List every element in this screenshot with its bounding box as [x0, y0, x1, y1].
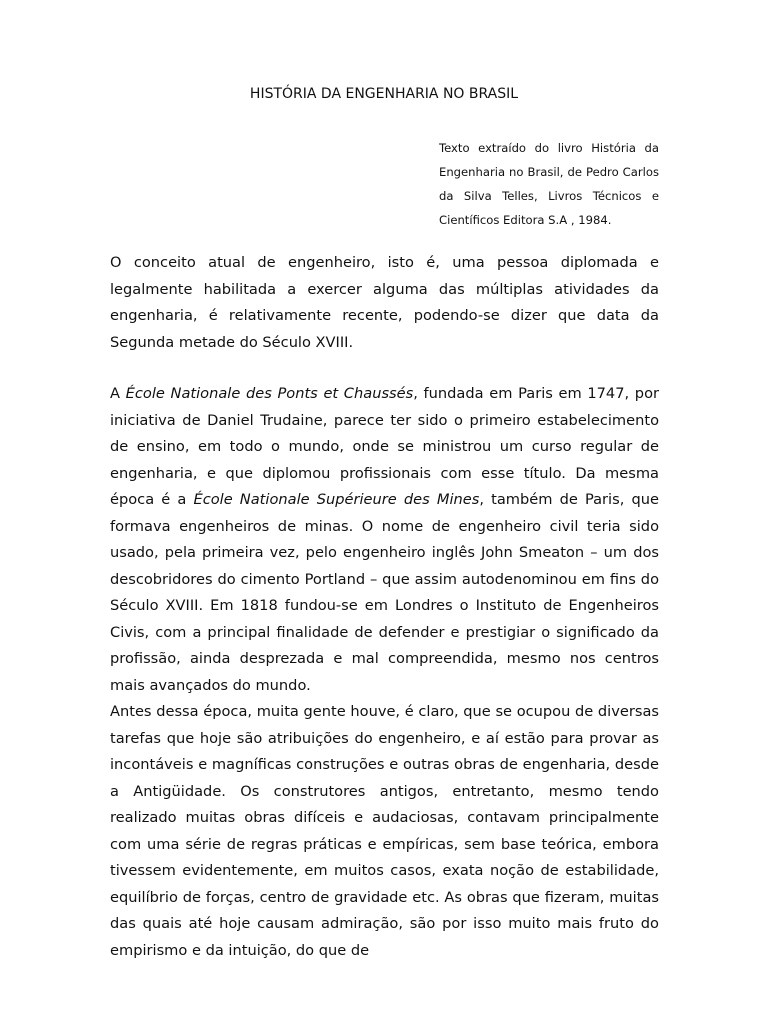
source-note: Texto extraído do livro História da Engenharia no Brasil, de Pedro Carlos da Silva Telles, Livros Técnicos e Científicos Editora S.A , 1984.	[439, 141, 659, 227]
document-title: HISTÓRIA DA ENGENHARIA NO BRASIL	[249, 86, 519, 102]
paragraph-2-text-b: , fundada em Paris em 1747, por iniciativa de Daniel Trudaine, parece ter sido o primeiro estabelecimento de ensino, em todo o mundo, onde se ministrou um curso regular de engenharia, e que diplomou profissionais com esse título. Da mesma época é a	[110, 385, 659, 508]
paragraph-3: Antes dessa época, muita gente houve, é claro, que se ocupou de diversas tarefas que hoje são atribuições do engenheiro, e aí estão para provar as incontáveis e magníficas construções e outras obras de engenharia, desde a Antigüidade. Os construtores antigos, entretanto, mesmo tendo realizado muitas obras difíceis e audaciosas, contavam principalmente com uma série de regras práticas e empíricas, sem base teórica, embora tivessem evidentemente, em muitos casos, exata noção de estabilidade, equilíbrio de forças, centro de gravidade etc. As obras que fizeram, muitas das quais até hoje causam admiração, são por isso muito mais fruto do empirismo e da intuição, do que de	[110, 703, 659, 959]
school-name-ponts: École Nationale des Ponts et Chaussés	[125, 385, 414, 402]
paragraph-2-text-c: , também de Paris, que formava engenheiros de minas. O nome de engenheiro civil teria sido usado, pela primeira vez, pelo engenheiro inglês John Smeaton – um dos descobridores do cimento Portland – que assim autodenominou em fins do Século XVIII. Em 1818 fundou-se em Londres o Instituto de Engenheiros Civis, com a principal finalidade de defender e prestigiar o significado da profissão, ainda desprezada e mal compreendida, mesmo nos centros mais avançados do mundo.	[110, 491, 659, 694]
paragraph-2	[110, 381, 659, 699]
paragraph-1: O conceito atual de engenheiro, isto é, uma pessoa diplomada e legalmente habilitada a exercer alguma das múltiplas atividades da engenharia, é relativamente recente, podendo-se dizer que data da Segunda metade do Século XVIII.	[110, 254, 659, 351]
paragraph-2-text-a: A	[110, 385, 126, 402]
school-name-mines: École Nationale Supérieure des Mines	[193, 491, 480, 508]
